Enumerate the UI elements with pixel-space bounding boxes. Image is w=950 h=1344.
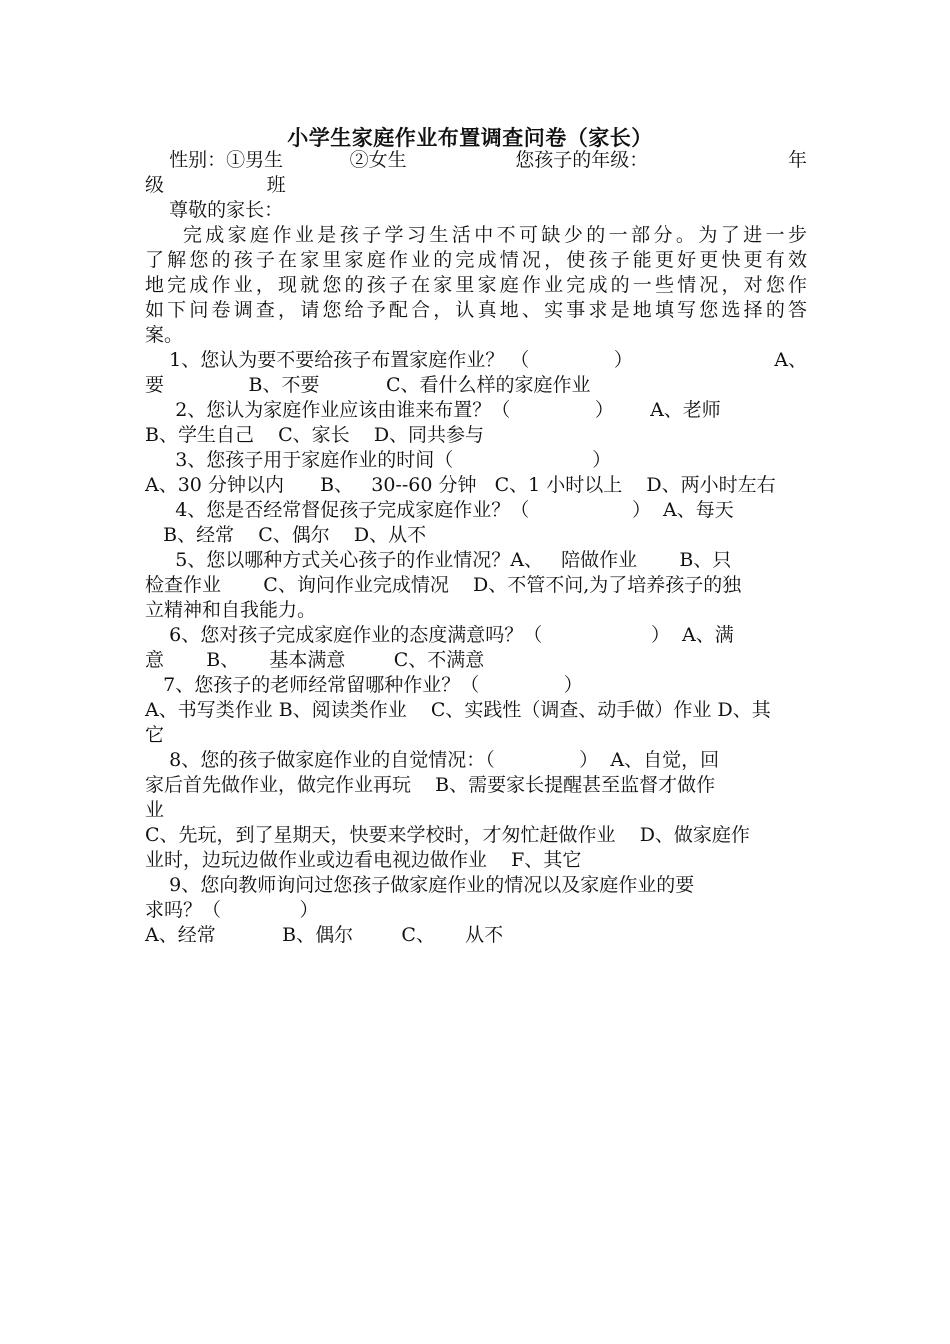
- question-6-options: 意 B、 基本满意 C、不满意: [145, 649, 485, 671]
- greeting-line: 尊敬的家长：: [145, 199, 284, 221]
- question-9: 求吗？（ ）: [145, 899, 319, 921]
- question-8-options: 业时，边玩边做作业或边看电视边做作业 F、其它: [145, 849, 582, 871]
- question-7: 7、您孩子的老师经常留哪种作业？（ ）: [145, 674, 583, 696]
- page-title: 小学生家庭作业布置调查问卷（家长）: [287, 125, 653, 150]
- question-5-options: 检查作业 C、询问作业完成情况 D、不管不问,为了培养孩子的独: [145, 574, 742, 596]
- grade-suffix: 年: [787, 149, 807, 171]
- gender-grade-line: [145, 148, 807, 173]
- gender-grade-text: 性别：①男生 ②女生 您孩子的年级：: [145, 149, 649, 171]
- question-1-options: 要 B、不要 C、看什么样的家庭作业: [145, 374, 591, 396]
- question-4: 4、您是否经常督促孩子完成家庭作业？（ ） A、每天: [145, 499, 734, 521]
- class-line: 级 班: [145, 174, 286, 196]
- question-5: 5、您以哪种方式关心孩子的作业情况？A、 陪做作业 B、只: [145, 549, 732, 571]
- question-5-options: 立精神和自我能力。: [145, 599, 317, 621]
- question-7-options: A、书写类作业 B、阅读类作业 C、实践性（调查、动手做）作业 D、其: [145, 699, 771, 721]
- question-6: 6、您对孩子完成家庭作业的态度满意吗？（ ） A、满: [145, 624, 734, 646]
- question-8: 8、您的孩子做家庭作业的自觉情况：（ ） A、自觉，回: [145, 749, 720, 771]
- question-8-options: C、先玩，到了星期天，快要来学校时，才匆忙赶做作业 D、做家庭作: [145, 824, 750, 846]
- question-1-text: 1、您认为要不要给孩子布置家庭作业？ （ ）: [145, 349, 633, 371]
- question-1-option-a: A、: [774, 349, 807, 371]
- question-3: 3、您孩子用于家庭作业的时间（ ）: [145, 449, 612, 471]
- question-4-options: B、经常 C、偶尔 D、从不: [145, 524, 427, 546]
- intro-line: 案。: [145, 324, 184, 346]
- intro-line: 完成家庭作业是孩子学习生活中不可缺少的一部分。为了进一步: [145, 224, 807, 246]
- question-1: [145, 348, 807, 373]
- question-2-options: B、学生自己 C、家长 D、同共参与: [145, 424, 485, 446]
- question-7-options: 它: [145, 724, 165, 746]
- intro-line: 地完成作业，现就您的孩子在家里家庭作业完成的一些情况，对您作: [145, 274, 807, 296]
- question-2: 2、您认为家庭作业应该由谁来布置？（ ） A、老师: [145, 399, 721, 421]
- question-8-options: 家后首先做作业，做完作业再玩 B、需要家长提醒甚至监督才做作: [145, 774, 716, 796]
- question-8-options: 业: [145, 799, 165, 821]
- intro-line: 了解您的孩子在家里家庭作业的完成情况，使孩子能更好更快更有效: [145, 249, 807, 271]
- question-3-options: A、30 分钟以内 B、 30--60 分钟 C、1 小时以上 D、两小时左右: [145, 474, 776, 496]
- question-9: 9、您向教师询问过您孩子做家庭作业的情况以及家庭作业的要: [145, 874, 695, 896]
- question-9-options: A、经常 B、偶尔 C、 从不: [145, 924, 504, 946]
- intro-line: 如下问卷调查，请您给予配合，认真地、实事求是地填写您选择的答: [145, 299, 807, 321]
